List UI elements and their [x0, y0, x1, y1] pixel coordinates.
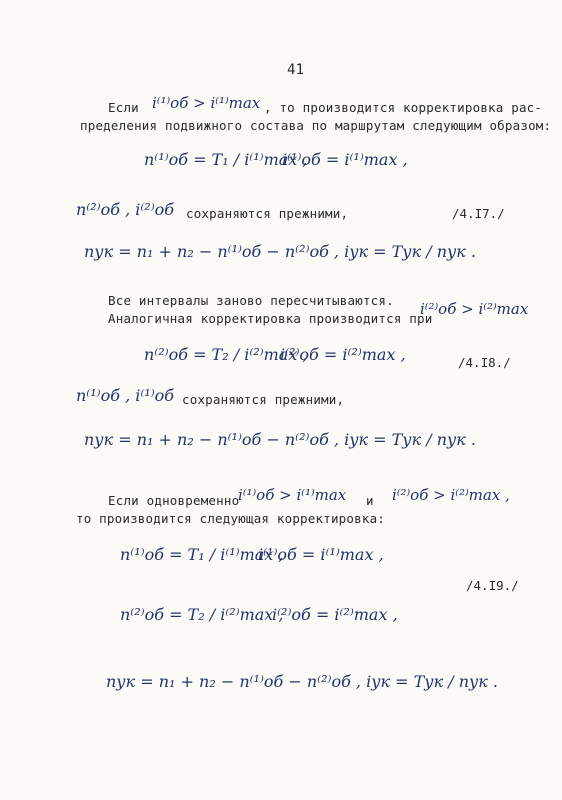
page-number: 41	[287, 62, 305, 78]
condition-formula-3b: i⁽²⁾об > i⁽²⁾max ,	[392, 486, 510, 504]
formula-keep-a: n⁽²⁾об , i⁽²⁾об	[76, 200, 175, 219]
equation-label-17: /4.I7./	[452, 206, 505, 221]
text-if: Если	[108, 100, 139, 115]
formula-i4: i⁽²⁾об = i⁽²⁾max ,	[272, 605, 398, 624]
equation-label-19: /4.I9./	[466, 578, 519, 593]
text-and: и	[366, 493, 374, 508]
formula-i1: i⁽¹⁾об = i⁽¹⁾max ,	[282, 150, 408, 169]
formula-n1: n⁽¹⁾об = T₁ / i⁽¹⁾max ,	[144, 150, 308, 169]
text-simultaneous: Если одновременно	[108, 493, 240, 508]
text-analog: Аналогичная корректировка производится при	[108, 311, 433, 326]
formula-keep-b: n⁽¹⁾об , i⁽¹⁾об	[76, 386, 175, 405]
condition-formula-1: i⁽¹⁾об > i⁽¹⁾max	[152, 94, 261, 112]
text-recount: Все интервалы заново пересчитываются.	[108, 293, 394, 308]
condition-formula-3a: i⁽¹⁾об > i⁽¹⁾max	[238, 486, 347, 504]
formula-n4: n⁽²⁾об = T₂ / i⁽²⁾max ,	[120, 605, 284, 624]
formula-i2: i⁽²⁾об = i⁽²⁾max ,	[280, 345, 406, 364]
equation-label-18: /4.I8./	[458, 355, 511, 370]
formula-n2: n⁽²⁾об = T₂ / i⁽²⁾max ,	[144, 345, 308, 364]
condition-formula-2: i⁽²⁾об > i⁽²⁾max	[420, 300, 529, 318]
formula-nyk-1: nук = n₁ + n₂ − n⁽¹⁾об − n⁽²⁾об , iук = Tук / nук .	[84, 242, 477, 261]
text-then: , то производится корректировка рас-	[264, 100, 543, 115]
formula-nyk-3: nук = n₁ + n₂ − n⁽¹⁾об − n⁽²⁾об , iук = Tук / nук .	[106, 672, 499, 691]
text-then-following: то производится следующая корректировка:	[76, 511, 386, 526]
text-line2: пределения подвижного состава по маршрутам следующим образом:	[80, 118, 552, 133]
formula-n3: n⁽¹⁾об = T₁ / i⁽¹⁾max ,	[120, 545, 284, 564]
formula-nyk-2: nук = n₁ + n₂ − n⁽¹⁾об − n⁽²⁾об , iук = Tук / nук .	[84, 430, 477, 449]
formula-i3: i⁽¹⁾об = i⁽¹⁾max ,	[258, 545, 384, 564]
text-keep-2: сохраняются прежними,	[182, 392, 345, 407]
text-keep-1: сохраняются прежними,	[186, 206, 349, 221]
